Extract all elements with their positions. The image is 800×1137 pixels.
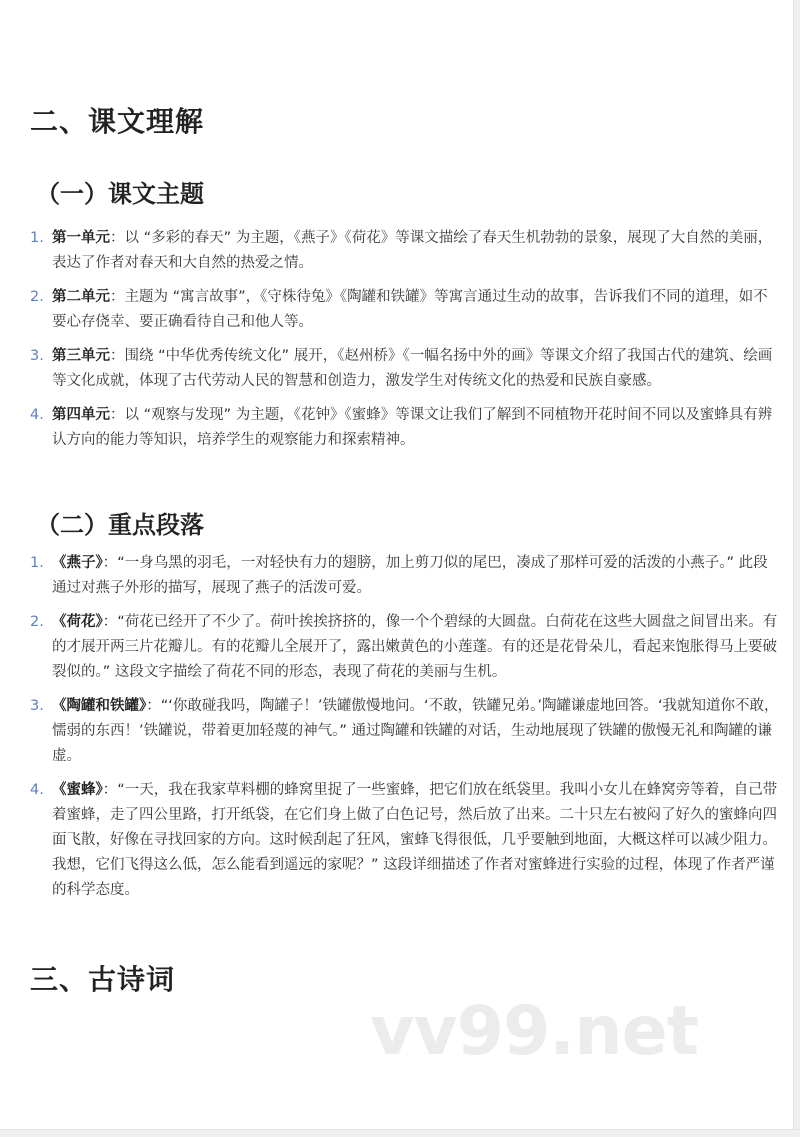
item-text: ：以 “多彩的春天” 为主题，《燕子》《荷花》等课文描绘了春天生机勃勃的景象，展现了大自然的美丽，表达了作者对春天和大自然的热爱之情。: [52, 230, 773, 271]
section-heading-text-understanding: 二、课文理解: [30, 105, 205, 138]
item-text: ：“‘你敢碰我吗，陶罐子！’铁罐傲慢地问。‘不敢，铁罐兄弟。’陶罐谦虚地回答。‘我就知道你不敢，懦弱的东西！’铁罐说，带着更加轻蔑的神气。” 通过陶罐和铁罐的对话，生动地展现了铁罐的傲慢无礼和陶罐的谦虚。: [52, 698, 779, 764]
item-text: ：“荷花已经开了不少了。荷叶挨挨挤挤的，像一个个碧绿的大圆盘。白荷花在这些大圆盘之间冒出来。有的才展开两三片花瓣儿。有的花瓣儿全展开了，露出嫩黄色的小莲蓬。有的还是花骨朵儿，看起来饱胀得马上要破裂似的。” 这段文字描绘了荷花不同的形态，表现了荷花的美丽与生机。: [52, 614, 778, 680]
page-bottom-edge: [0, 1129, 800, 1137]
key-paragraphs-list: [30, 551, 782, 912]
list-item: [30, 226, 782, 276]
list-item: [30, 694, 782, 769]
section-heading-ancient-poetry: 三、古诗词: [30, 963, 176, 996]
themes-list: [30, 226, 782, 462]
item-label: 《荷花》: [52, 614, 103, 630]
item-text: ：以 “观察与发现” 为主题，《花钟》《蜜蜂》等课文让我们了解到不同植物开花时间不同以及蜜蜂具有辨认方向的能力等知识，培养学生的观察能力和探索精神。: [52, 407, 773, 448]
list-item: [30, 778, 782, 903]
list-item: [30, 610, 782, 685]
watermark: vv99.net: [370, 992, 699, 1071]
subsection-heading-themes: （一）课文主题: [36, 180, 204, 208]
item-text: ：“一身乌黑的羽毛，一对轻快有力的翅膀，加上剪刀似的尾巴，凑成了那样可爱的活泼的小燕子。” 此段通过对燕子外形的描写，展现了燕子的活泼可爱。: [52, 555, 768, 596]
item-label: 第一单元: [52, 230, 110, 246]
list-number: 2.: [30, 614, 44, 630]
subsection-heading-key-paragraphs: （二）重点段落: [36, 511, 204, 539]
list-number: 3.: [30, 348, 44, 364]
list-number: 2.: [30, 289, 44, 305]
list-number: 4.: [30, 407, 44, 423]
list-item: [30, 551, 782, 601]
item-label: 《陶罐和铁罐》: [52, 698, 147, 714]
list-item: [30, 403, 782, 453]
list-item: [30, 344, 782, 394]
item-label: 《燕子》: [52, 555, 103, 571]
item-text: ：“一天，我在我家草料棚的蜂窝里捉了一些蜜蜂，把它们放在纸袋里。我叫小女儿在蜂窝旁等着，自己带着蜜蜂，走了四公里路，打开纸袋，在它们身上做了白色记号，然后放了出来。二十只左右被闷了好久的蜜蜂向四面飞散，好像在寻找回家的方向。这时候刮起了狂风，蜜蜂飞得很低，几乎要触到地面，大概这样可以减少阻力。我想，它们飞得这么低，怎么能看到遥远的家呢？” 这段详细描述了作者对蜜蜂进行实验的过程，体现了作者严谨的科学态度。: [52, 782, 778, 898]
list-item: [30, 285, 782, 335]
item-label: 第四单元: [52, 407, 110, 423]
item-text: ：主题为 “寓言故事”，《守株待兔》《陶罐和铁罐》等寓言通过生动的故事，告诉我们不同的道理，如不要心存侥幸、要正确看待自己和他人等。: [52, 289, 768, 330]
item-label: 《蜜蜂》: [52, 782, 103, 798]
item-text: ：围绕 “中华优秀传统文化” 展开，《赵州桥》《一幅名扬中外的画》等课文介绍了我国古代的建筑、绘画等文化成就，体现了古代劳动人民的智慧和创造力，激发学生对传统文化的热爱和民族自豪感。: [52, 348, 773, 389]
page-right-edge: [793, 0, 800, 1137]
item-label: 第三单元: [52, 348, 110, 364]
list-number: 1.: [30, 230, 44, 246]
list-number: 4.: [30, 782, 44, 798]
item-label: 第二单元: [52, 289, 110, 305]
list-number: 3.: [30, 698, 44, 714]
list-number: 1.: [30, 555, 44, 571]
